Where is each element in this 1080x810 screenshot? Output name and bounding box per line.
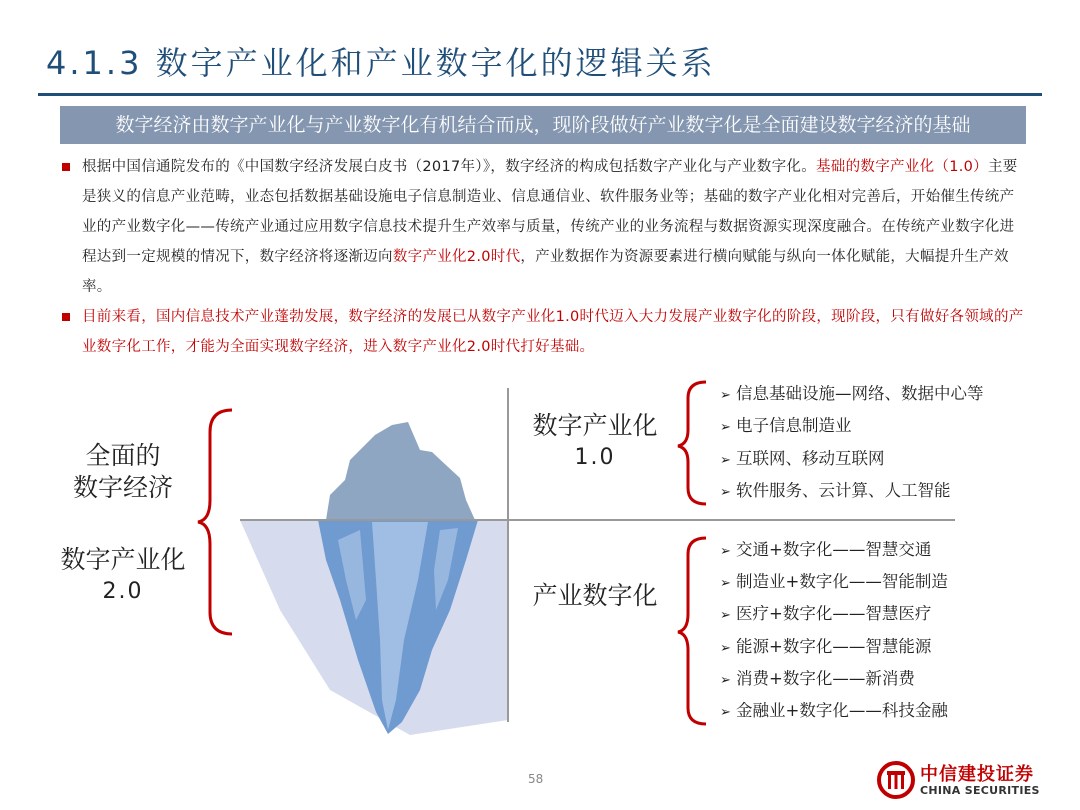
arrow-right-icon: ➢ xyxy=(720,608,731,623)
label-digital-industrialization-1 xyxy=(520,410,670,474)
list-item: ➢ 电子信息制造业 xyxy=(720,414,852,438)
list-item: ➢ 制造业+数字化——智能制造 xyxy=(720,570,948,594)
arrow-right-icon: ➢ xyxy=(720,576,731,591)
arrow-right-icon: ➢ xyxy=(720,544,731,559)
arrow-right-icon: ➢ xyxy=(720,453,731,468)
label-line: 数字经济 xyxy=(72,473,173,502)
arrow-right-icon: ➢ xyxy=(720,673,731,688)
logo-english-text: CHINA SECURITIES xyxy=(920,784,1040,797)
label-full-digital-economy xyxy=(58,440,188,504)
label-digital-industrialization-2 xyxy=(46,544,200,608)
right-bottom-brace xyxy=(678,538,706,724)
bullet-highlight: 数字产业化2.0时代 xyxy=(392,249,521,265)
list-item: ➢ 金融业+数字化——科技金融 xyxy=(720,699,948,723)
list-item: ➢ 信息基础设施—网络、数据中心等 xyxy=(720,382,984,406)
logo-chinese-text: 中信建投证券 xyxy=(920,764,1034,785)
arrow-right-icon: ➢ xyxy=(720,705,731,720)
list-item: ➢ 消费+数字化——新消费 xyxy=(720,667,915,691)
list-item: ➢ 软件服务、云计算、人工智能 xyxy=(720,479,951,503)
bullet-text: ，产业数据作为资源要素进行横向赋能与纵向一体化赋能，大幅提升生产效率。 xyxy=(82,249,1009,295)
bullet-highlight: 目前来看，国内信息技术产业蓬勃发展，数字经济的发展已从数字产业化1.0时代迈入大力发展产业数字化的阶段，现阶段，只有做好各领域的产业数字化工作，才能为全面实现数字经济，进入数字产业化2.0时代打好基础。 xyxy=(82,309,1024,355)
list-item: ➢ 互联网、移动互联网 xyxy=(720,447,885,471)
bullet-highlight: 基础的数字产业化（1.0） xyxy=(816,159,988,175)
label-line: 数字产业化 xyxy=(532,411,658,440)
label-line: 数字产业化 xyxy=(60,545,186,574)
arrow-right-icon: ➢ xyxy=(720,388,731,403)
summary-banner: 数字经济由数字产业化与产业数字化有机结合而成，现阶段做好产业数字化是全面建设数字经济的基础 xyxy=(60,106,1026,144)
label-line: 1.0 xyxy=(574,445,616,470)
bullet-text: 主要是狭义的信息产业范畴，业态包括数据基础设施电子信息制造业、信息通信业、软件服务业等；基础的数字产业化相对完善后，开始催生传统产业的产业数字化——传统产业通过应用数字信息技术提升生产效率与质量，传统产业的业务流程与数据资源实现深度融合。在传统产业数字化进程达到一定规模的情况下，数字经济将逐渐迈向 xyxy=(82,159,1018,265)
arrow-right-icon: ➢ xyxy=(720,485,731,500)
iceberg-tip xyxy=(326,422,475,520)
left-brace xyxy=(198,410,232,634)
citic-emblem-icon xyxy=(876,760,916,800)
right-top-brace xyxy=(678,382,706,504)
bullet-text: 根据中国信通院发布的《中国数字经济发展白皮书（2017年）》，数字经济的构成包括数字产业化与产业数字化。 xyxy=(82,159,816,175)
page-number: 58 xyxy=(528,772,544,786)
label-line: 2.0 xyxy=(102,579,144,604)
company-logo xyxy=(876,758,1056,804)
list-item: ➢ 交通+数字化——智慧交通 xyxy=(720,538,931,562)
label-industrial-digitalization: 产业数字化 xyxy=(532,581,658,610)
page-title: 4.1.3 数字产业化和产业数字化的逻辑关系 xyxy=(46,44,716,82)
list-item: ➢ 医疗+数字化——智慧医疗 xyxy=(720,602,931,626)
label-line: 全面的 xyxy=(85,441,161,470)
arrow-right-icon: ➢ xyxy=(720,641,731,656)
list-item: ➢ 能源+数字化——智慧能源 xyxy=(720,635,931,659)
arrow-right-icon: ➢ xyxy=(720,420,731,435)
